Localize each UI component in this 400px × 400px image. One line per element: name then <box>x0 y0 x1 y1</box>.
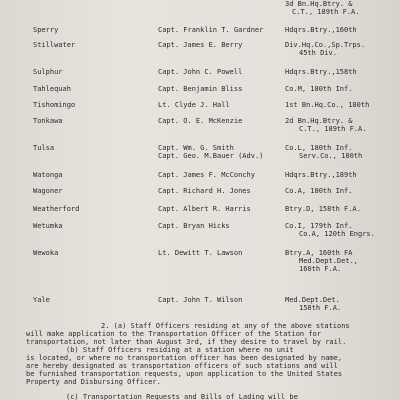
unit-line: Co.I, 179th Inf. <box>285 222 353 230</box>
unit-line: 1st Bn.Hq.Co., 180th <box>285 101 370 109</box>
officer-line: Capt. James F. McConchy <box>158 171 255 179</box>
officer-name <box>158 249 242 257</box>
officer-line: Lt. Clyde J. Hall <box>158 101 230 109</box>
unit-line: Co.L, 180th Inf. <box>285 144 353 152</box>
unit-line: Div.Hq.Co.,Sp.Trps. <box>285 41 366 49</box>
unit-designation <box>285 171 357 179</box>
station-name: Tulsa <box>33 144 55 152</box>
officer-name <box>158 296 242 304</box>
unit-designation <box>285 249 358 273</box>
unit-line: 3d Bn.Hq.Btry. & <box>285 0 353 8</box>
station-name: Weatherford <box>33 205 80 213</box>
officer-line: Capt. Geo. M.Bauer (Adv.) <box>158 152 264 160</box>
unit-line: Hdqrs.Btry.,189th <box>285 171 357 179</box>
unit-designation <box>285 296 341 312</box>
station-name: Wewoka <box>33 249 59 257</box>
station-name: Tonkawa <box>33 117 63 125</box>
officer-name <box>158 222 230 230</box>
unit-line: 158th F.A. <box>299 304 342 312</box>
paragraph-line: (b) Staff Officers residing at a station where no unit <box>66 346 294 354</box>
officer-name <box>158 187 251 195</box>
station-name: Sperry <box>33 26 59 34</box>
officer-line: Capt. O. E. McKenzie <box>158 117 243 125</box>
officer-name <box>158 117 242 125</box>
unit-line: Med.Dept.Det. <box>285 296 340 304</box>
unit-designation <box>285 0 359 16</box>
officer-line: Capt. James E. Berry <box>158 41 243 49</box>
unit-line: Co.A, 180th Inf. <box>285 187 353 195</box>
officer-name <box>158 101 230 109</box>
station-name: Tahlequah <box>33 85 71 93</box>
unit-designation <box>285 117 366 133</box>
officer-line: Capt. Bryan Hicks <box>158 222 230 230</box>
paragraph-line: 2. (a) Staff Officers residing at any of the above stations <box>101 322 350 330</box>
unit-designation <box>285 68 357 76</box>
unit-line: C.T., 189th F.A. <box>299 125 367 133</box>
station-name: Watonga <box>33 171 63 179</box>
unit-line: C.T., 189th F.A. <box>292 8 360 16</box>
officer-name <box>158 205 251 213</box>
officer-line: Capt. Wm. G. Smith <box>158 144 234 152</box>
officer-name <box>158 171 255 179</box>
paragraph-line: are hereby designated as transportation officers of such stations and will <box>26 362 338 370</box>
station-name: Tishomingo <box>33 101 76 109</box>
unit-line: Btry.D, 158th F.A. <box>285 205 361 213</box>
officer-name <box>158 26 263 34</box>
officer-line: Capt. Franklin T. Gardner <box>158 26 264 34</box>
officer-name <box>158 68 242 76</box>
paragraph-line: be furnished transportation requests, upon application to the United States <box>26 370 343 378</box>
paragraph-line: (c) Transportation Requests and Bills of Lading will be <box>66 393 298 400</box>
unit-line: Co.M, 180th Inf. <box>285 85 353 93</box>
officer-line: Capt. Albert R. Harris <box>158 205 251 213</box>
officer-line: Lt. Dewitt T. Lawson <box>158 249 243 257</box>
officer-line: Capt. John T. Wilson <box>158 296 243 304</box>
unit-designation <box>285 222 375 238</box>
officer-line: Capt. Benjamin Bliss <box>158 85 243 93</box>
paragraph-line: is located, or where no transportation officer has been designated by name, <box>26 354 343 362</box>
unit-line: Hdqrs.Btry.,158th <box>285 68 357 76</box>
paragraph-line: Property and Disbursing Officer. <box>26 378 161 386</box>
station-name: Stillwater <box>33 41 76 49</box>
unit-designation <box>285 205 361 213</box>
unit-line: 160th F.A. <box>299 265 342 273</box>
station-name: Wetumka <box>33 222 63 230</box>
unit-line: 2d Bn.Hq.Btry. & <box>285 117 353 125</box>
station-name: Sulphur <box>33 68 63 76</box>
station-name: Yale <box>33 296 50 304</box>
officer-name <box>158 85 242 93</box>
unit-line: Hdqrs.Btry.,160th <box>285 26 357 34</box>
officer-line: Capt. John C. Powell <box>158 68 243 76</box>
unit-designation <box>285 41 365 57</box>
unit-designation <box>285 85 352 93</box>
station-name: Wagoner <box>33 187 63 195</box>
unit-line: 45th Div. <box>299 49 337 57</box>
unit-designation <box>285 26 357 34</box>
paragraph-line: transportation, not later than August 3rd, if they desire to travel by rail. <box>26 338 347 346</box>
officer-name <box>158 41 242 49</box>
officer-line: Capt. Richard H. Jones <box>158 187 251 195</box>
unit-designation <box>285 144 362 160</box>
unit-line: Serv.Co., 180th <box>299 152 363 160</box>
unit-line: Med.Dept.Det., <box>299 257 359 265</box>
unit-line: Co.A, 120th Engrs. <box>299 230 375 238</box>
unit-designation <box>285 101 369 109</box>
unit-designation <box>285 187 352 195</box>
paragraph-line: will make application to the Transportation Officer of the Station for <box>26 330 322 338</box>
officer-name <box>158 144 263 160</box>
unit-line: Btry.A, 160th FA <box>285 249 353 257</box>
